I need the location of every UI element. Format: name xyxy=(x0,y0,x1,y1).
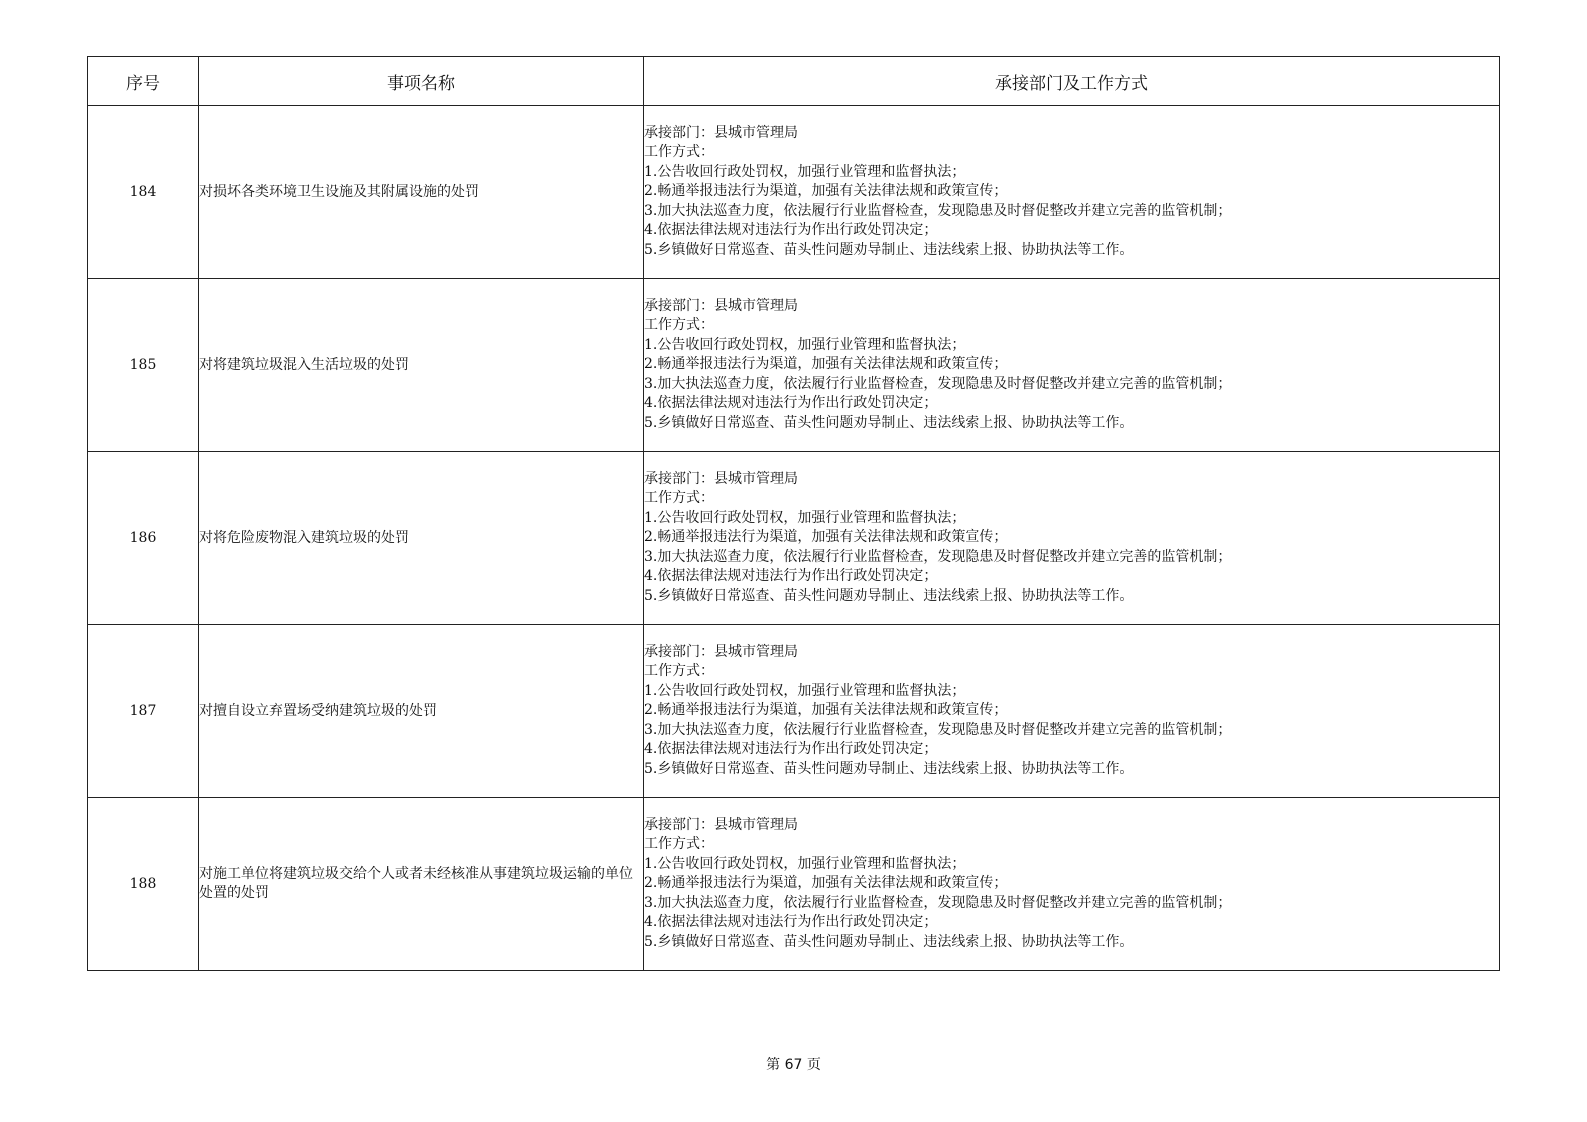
work-line: 承接部门：县城市管理局 xyxy=(644,471,798,488)
work-line: 5.乡镇做好日常巡查、苗头性问题劝导制止、违法线索上报、协助执法等工作。 xyxy=(644,587,1134,604)
row-seq: 184 xyxy=(88,106,199,279)
work-line: 1.公告收回行政处罚权，加强行业管理和监督执法； xyxy=(644,163,966,180)
work-line: 工作方式： xyxy=(644,317,714,334)
row-work xyxy=(644,106,1500,279)
work-line: 4.依据法律法规对违法行为作出行政处罚决定； xyxy=(644,568,938,585)
work-line: 3.加大执法巡查力度，依法履行行业监督检查，发现隐患及时督促整改并建立完善的监管机制； xyxy=(644,548,1232,565)
row-seq: 186 xyxy=(88,452,199,625)
work-line: 承接部门：县城市管理局 xyxy=(644,817,798,834)
work-line: 1.公告收回行政处罚权，加强行业管理和监督执法； xyxy=(644,855,966,872)
row-seq: 188 xyxy=(88,798,199,971)
row-work xyxy=(644,798,1500,971)
work-line: 4.依据法律法规对违法行为作出行政处罚决定； xyxy=(644,395,938,412)
work-line: 2.畅通举报违法行为渠道，加强有关法律法规和政策宣传； xyxy=(644,183,1008,200)
header-row xyxy=(88,57,1500,106)
work-line: 4.依据法律法规对违法行为作出行政处罚决定； xyxy=(644,741,938,758)
table-row xyxy=(88,625,1500,798)
work-line: 工作方式： xyxy=(644,144,714,161)
work-line: 2.畅通举报违法行为渠道，加强有关法律法规和政策宣传； xyxy=(644,529,1008,546)
work-line: 1.公告收回行政处罚权，加强行业管理和监督执法； xyxy=(644,336,966,353)
work-line: 3.加大执法巡查力度，依法履行行业监督检查，发现隐患及时督促整改并建立完善的监管机制； xyxy=(644,894,1232,911)
work-line: 4.依据法律法规对违法行为作出行政处罚决定； xyxy=(644,914,938,931)
work-line: 2.畅通举报违法行为渠道，加强有关法律法规和政策宣传； xyxy=(644,875,1008,892)
work-line: 工作方式： xyxy=(644,490,714,507)
work-line: 3.加大执法巡查力度，依法履行行业监督检查，发现隐患及时督促整改并建立完善的监管机制； xyxy=(644,721,1232,738)
page-number: 第 67 页 xyxy=(766,1057,821,1073)
header-work: 承接部门及工作方式 xyxy=(644,57,1500,106)
header-name: 事项名称 xyxy=(199,57,644,106)
row-work xyxy=(644,625,1500,798)
work-line: 1.公告收回行政处罚权，加强行业管理和监督执法； xyxy=(644,509,966,526)
row-name: 对将危险废物混入建筑垃圾的处罚 xyxy=(199,452,644,625)
work-line: 5.乡镇做好日常巡查、苗头性问题劝导制止、违法线索上报、协助执法等工作。 xyxy=(644,760,1134,777)
table-row xyxy=(88,279,1500,452)
work-line: 5.乡镇做好日常巡查、苗头性问题劝导制止、违法线索上报、协助执法等工作。 xyxy=(644,241,1134,258)
header-seq: 序号 xyxy=(88,57,199,106)
row-name: 对施工单位将建筑垃圾交给个人或者未经核准从事建筑垃圾运输的单位处置的处罚 xyxy=(199,798,644,971)
work-line: 2.畅通举报违法行为渠道，加强有关法律法规和政策宣传； xyxy=(644,702,1008,719)
table-row xyxy=(88,452,1500,625)
work-line: 5.乡镇做好日常巡查、苗头性问题劝导制止、违法线索上报、协助执法等工作。 xyxy=(644,414,1134,431)
work-line: 承接部门：县城市管理局 xyxy=(644,125,798,142)
work-line: 4.依据法律法规对违法行为作出行政处罚决定； xyxy=(644,222,938,239)
row-name: 对将建筑垃圾混入生活垃圾的处罚 xyxy=(199,279,644,452)
row-seq: 185 xyxy=(88,279,199,452)
work-line: 3.加大执法巡查力度，依法履行行业监督检查，发现隐患及时督促整改并建立完善的监管机制； xyxy=(644,375,1232,392)
work-line: 工作方式： xyxy=(644,836,714,853)
row-work xyxy=(644,452,1500,625)
work-line: 1.公告收回行政处罚权，加强行业管理和监督执法； xyxy=(644,682,966,699)
work-line: 承接部门：县城市管理局 xyxy=(644,298,798,315)
table-row xyxy=(88,106,1500,279)
work-line: 工作方式： xyxy=(644,663,714,680)
work-line: 5.乡镇做好日常巡查、苗头性问题劝导制止、违法线索上报、协助执法等工作。 xyxy=(644,933,1134,950)
work-line: 3.加大执法巡查力度，依法履行行业监督检查，发现隐患及时督促整改并建立完善的监管机制； xyxy=(644,202,1232,219)
work-line: 2.畅通举报违法行为渠道，加强有关法律法规和政策宣传； xyxy=(644,356,1008,373)
row-seq: 187 xyxy=(88,625,199,798)
items-table xyxy=(87,56,1500,971)
row-name: 对擅自设立弃置场受纳建筑垃圾的处罚 xyxy=(199,625,644,798)
row-name: 对损坏各类环境卫生设施及其附属设施的处罚 xyxy=(199,106,644,279)
row-work xyxy=(644,279,1500,452)
work-line: 承接部门：县城市管理局 xyxy=(644,644,798,661)
table-row xyxy=(88,798,1500,971)
